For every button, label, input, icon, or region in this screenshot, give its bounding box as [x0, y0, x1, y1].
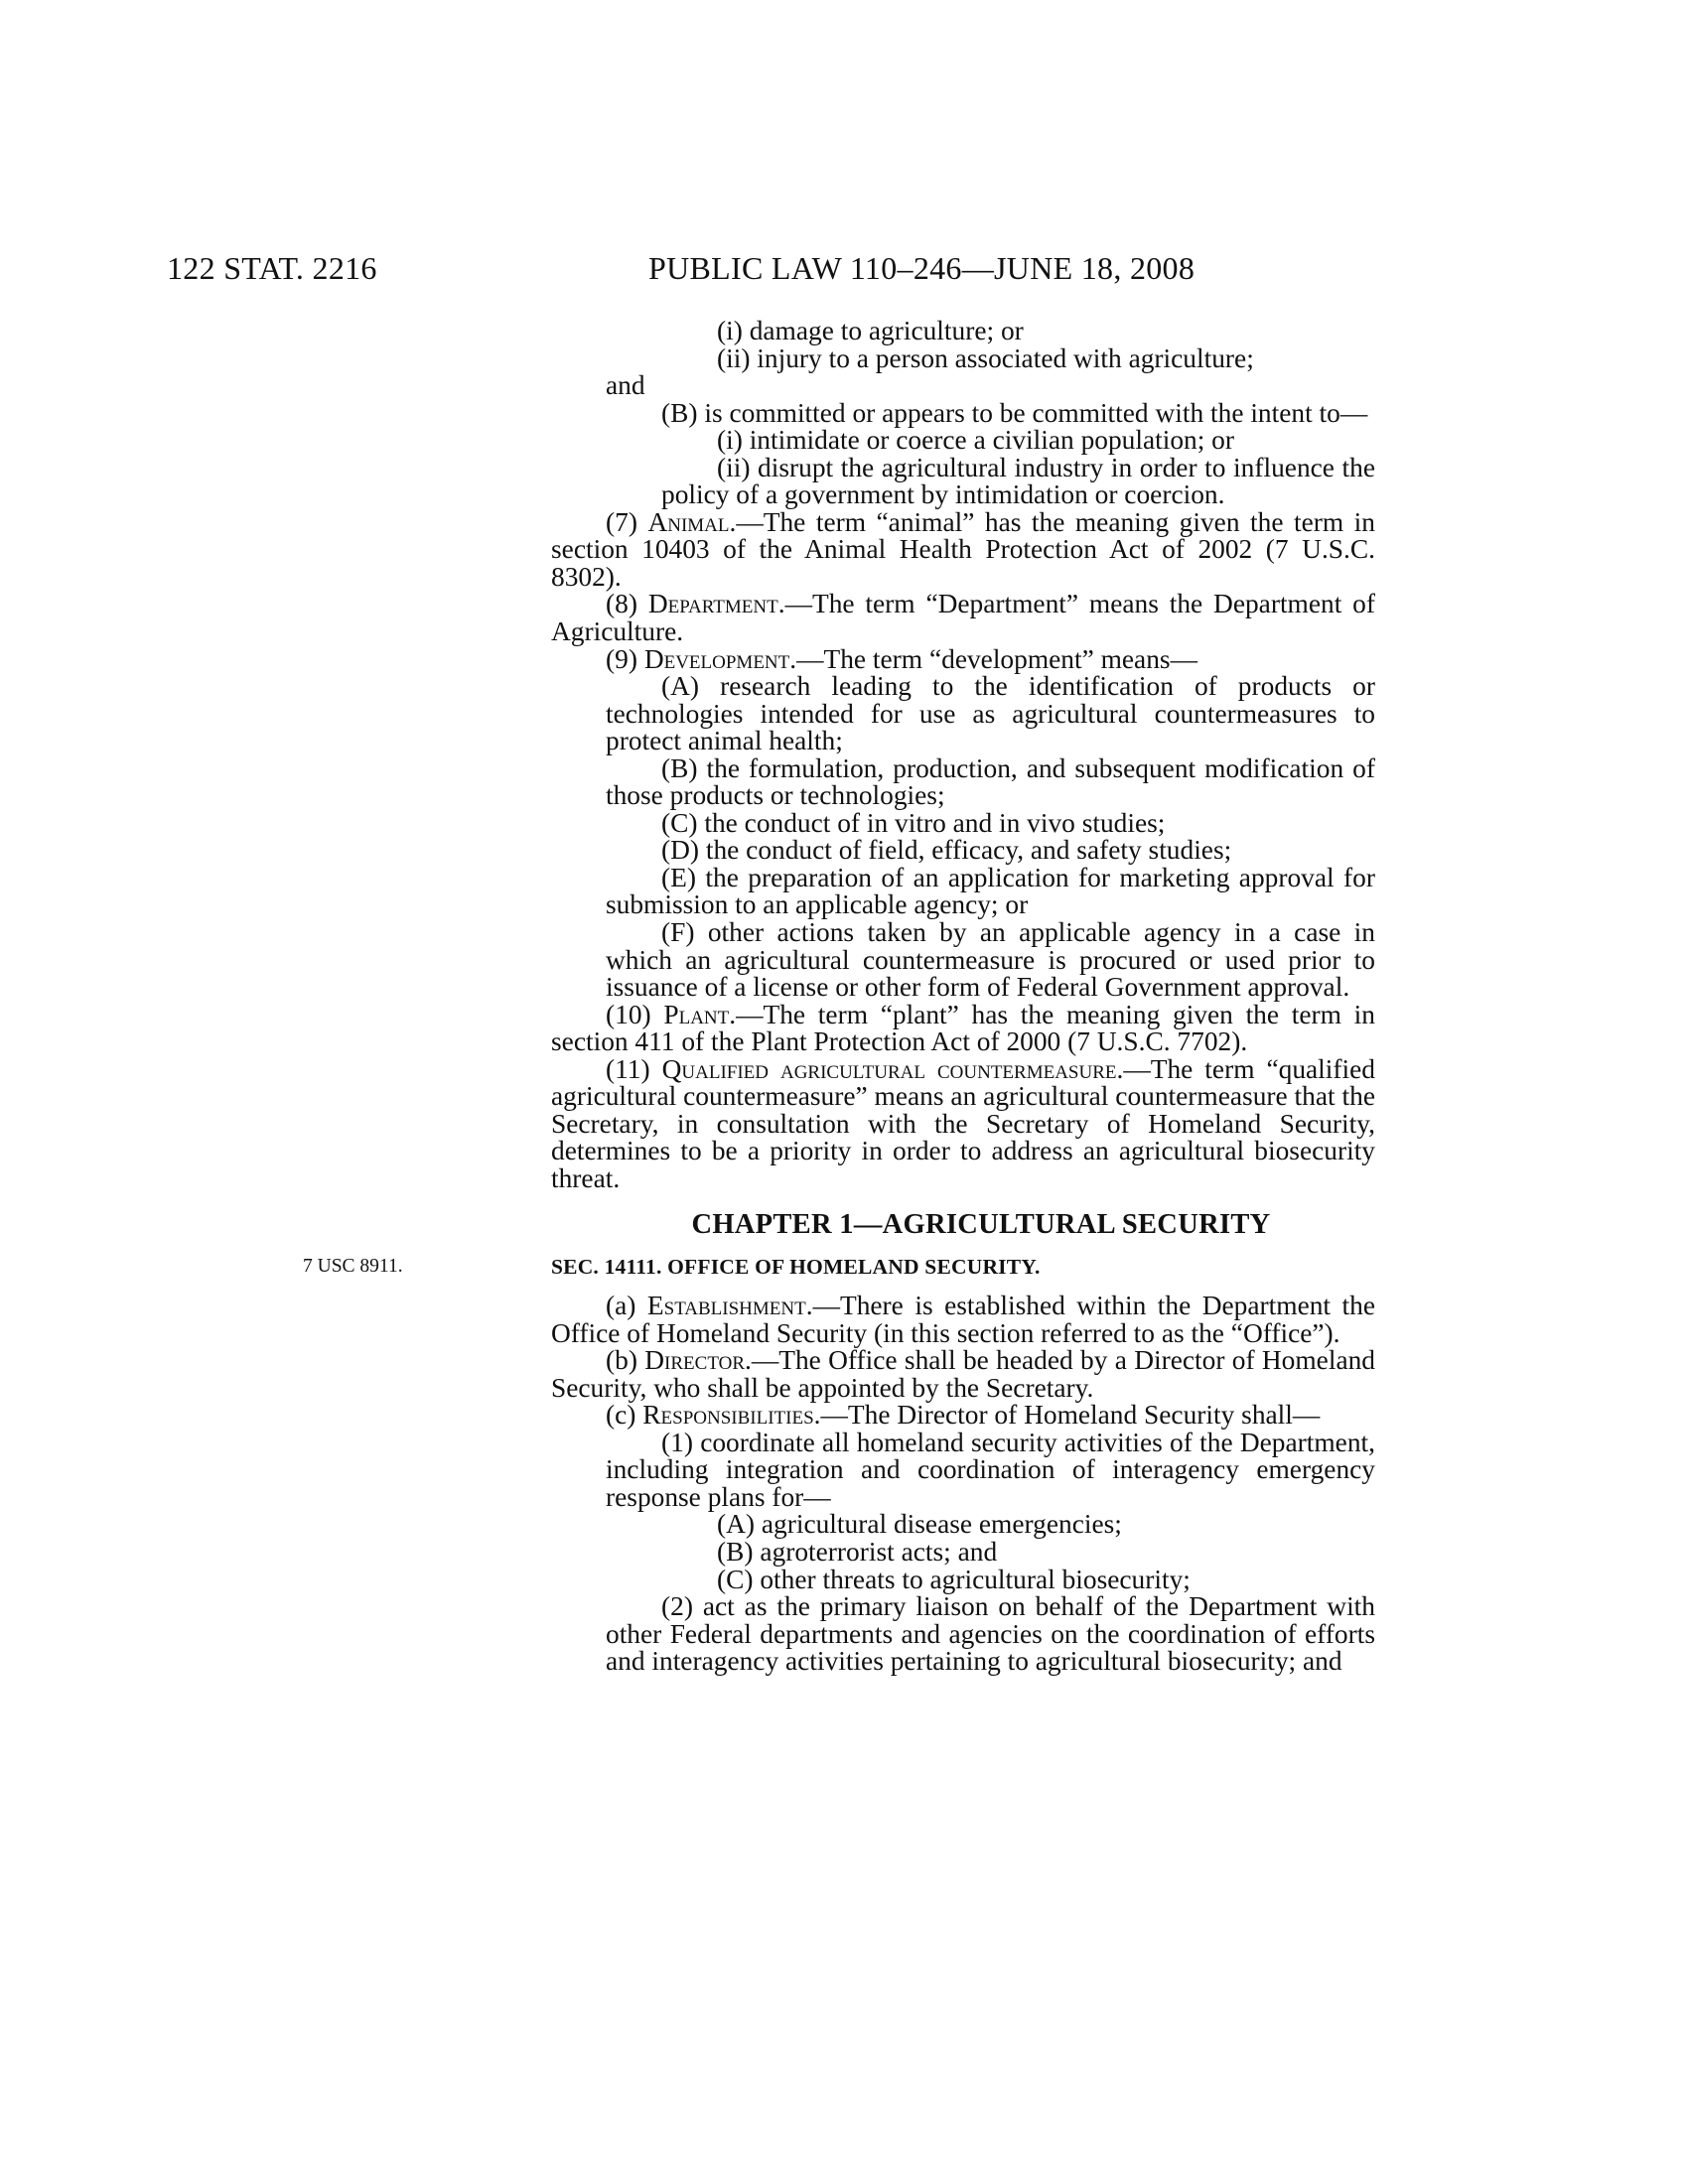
responsibility-1-a: (A) agricultural disease emergencies; — [717, 1509, 1122, 1540]
responsibility-1-b: (B) agroterrorist acts; and — [717, 1536, 998, 1567]
responsibility-1: (1) coordinate all homeland security activities of the Department, including integration and coordination of interagency emergency response plans for— — [606, 1427, 1375, 1512]
definition-plant: (10) Plant.—The term “plant” has the meaning given the term in section 411 of the Plant Protection Act of 2000 (7 U.S.C. 7702). — [551, 999, 1375, 1057]
chapter-heading: CHAPTER 1—AGRICULTURAL SECURITY — [691, 1208, 1271, 1240]
clause-i-damage: (i) damage to agriculture; or — [717, 316, 1024, 345]
usc-margin-note: 7 USC 8911. — [303, 1256, 403, 1278]
subsection-c-responsibilities: (c) Responsibilities.—The Director of Homeland Security shall— — [606, 1400, 1321, 1431]
section-heading: SEC. 14111. OFFICE OF HOMELAND SECURITY. — [551, 1255, 1041, 1280]
development-e: (E) the preparation of an application for marketing approval for submission to an applicable agency; or — [606, 862, 1375, 920]
and-connector: and — [606, 370, 645, 401]
responsibility-1-c: (C) other threats to agricultural biosecurity; — [717, 1564, 1191, 1594]
subsection-b-director: (b) Director.—The Office shall be headed by a Director of Homeland Security, who shall be appointed by the Secretary. — [551, 1345, 1375, 1403]
page-stat-number: 122 STAT. 2216 — [167, 250, 377, 286]
development-c: (C) the conduct of in vitro and in vivo studies; — [661, 807, 1166, 838]
definition-qualified-countermeasure: (11) Qualified agricultural countermeasure.—The term “qualified agricultural countermeasure” means an agricultural countermeasure that the Secretary, in consultation with the Secretary of Homeland Security, determines to be a priority in order to address an agricultural biosecurity threat. — [551, 1053, 1375, 1193]
definition-department: (8) Department.—The term “Department” means the Department of Agriculture. — [551, 589, 1375, 647]
definition-animal: (7) Animal.—The term “animal” has the meaning given the term in section 10403 of the Animal Health Protection Act of 2002 (7 U.S.C. 8302). — [551, 506, 1375, 592]
document-body — [551, 318, 1375, 1676]
clause-i-intimidate: (i) intimidate or coerce a civilian population; or — [717, 425, 1234, 456]
clause-ii-injury: (ii) injury to a person associated with agriculture; — [717, 342, 1254, 373]
clause-ii-disrupt: (ii) disrupt the agricultural industry in order to influence the policy of a government by intimidation or coercion. — [661, 452, 1375, 510]
subsection-a-establishment: (a) Establishment.—There is established within the Department the Office of Homeland Security (in this section referred to as the “Office”). — [551, 1291, 1375, 1348]
development-f: (F) other actions taken by an applicable agency in a case in which an agricultural countermeasure is procured or used prior to issuance of a license or other form of Federal Government approval. — [606, 917, 1375, 1003]
development-b: (B) the formulation, production, and subsequent modification of those products or technologies; — [606, 752, 1375, 811]
responsibility-2: (2) act as the primary liaison on behalf of the Department with other Federal departments and agencies on the coordination of efforts and interagency activities pertaining to agricultural biosecurity; and — [606, 1591, 1375, 1677]
definition-development: (9) Development.—The term “development” means— — [606, 643, 1197, 674]
running-head: PUBLIC LAW 110–246—JUNE 18, 2008 — [648, 250, 1196, 286]
development-a: (A) research leading to the identification of products or technologies intended for use as agricultural countermeasures to protect animal health; — [606, 671, 1375, 756]
development-d: (D) the conduct of field, efficacy, and safety studies; — [661, 835, 1232, 866]
subparagraph-b-intent: (B) is committed or appears to be committed with the intent to— — [661, 397, 1368, 428]
